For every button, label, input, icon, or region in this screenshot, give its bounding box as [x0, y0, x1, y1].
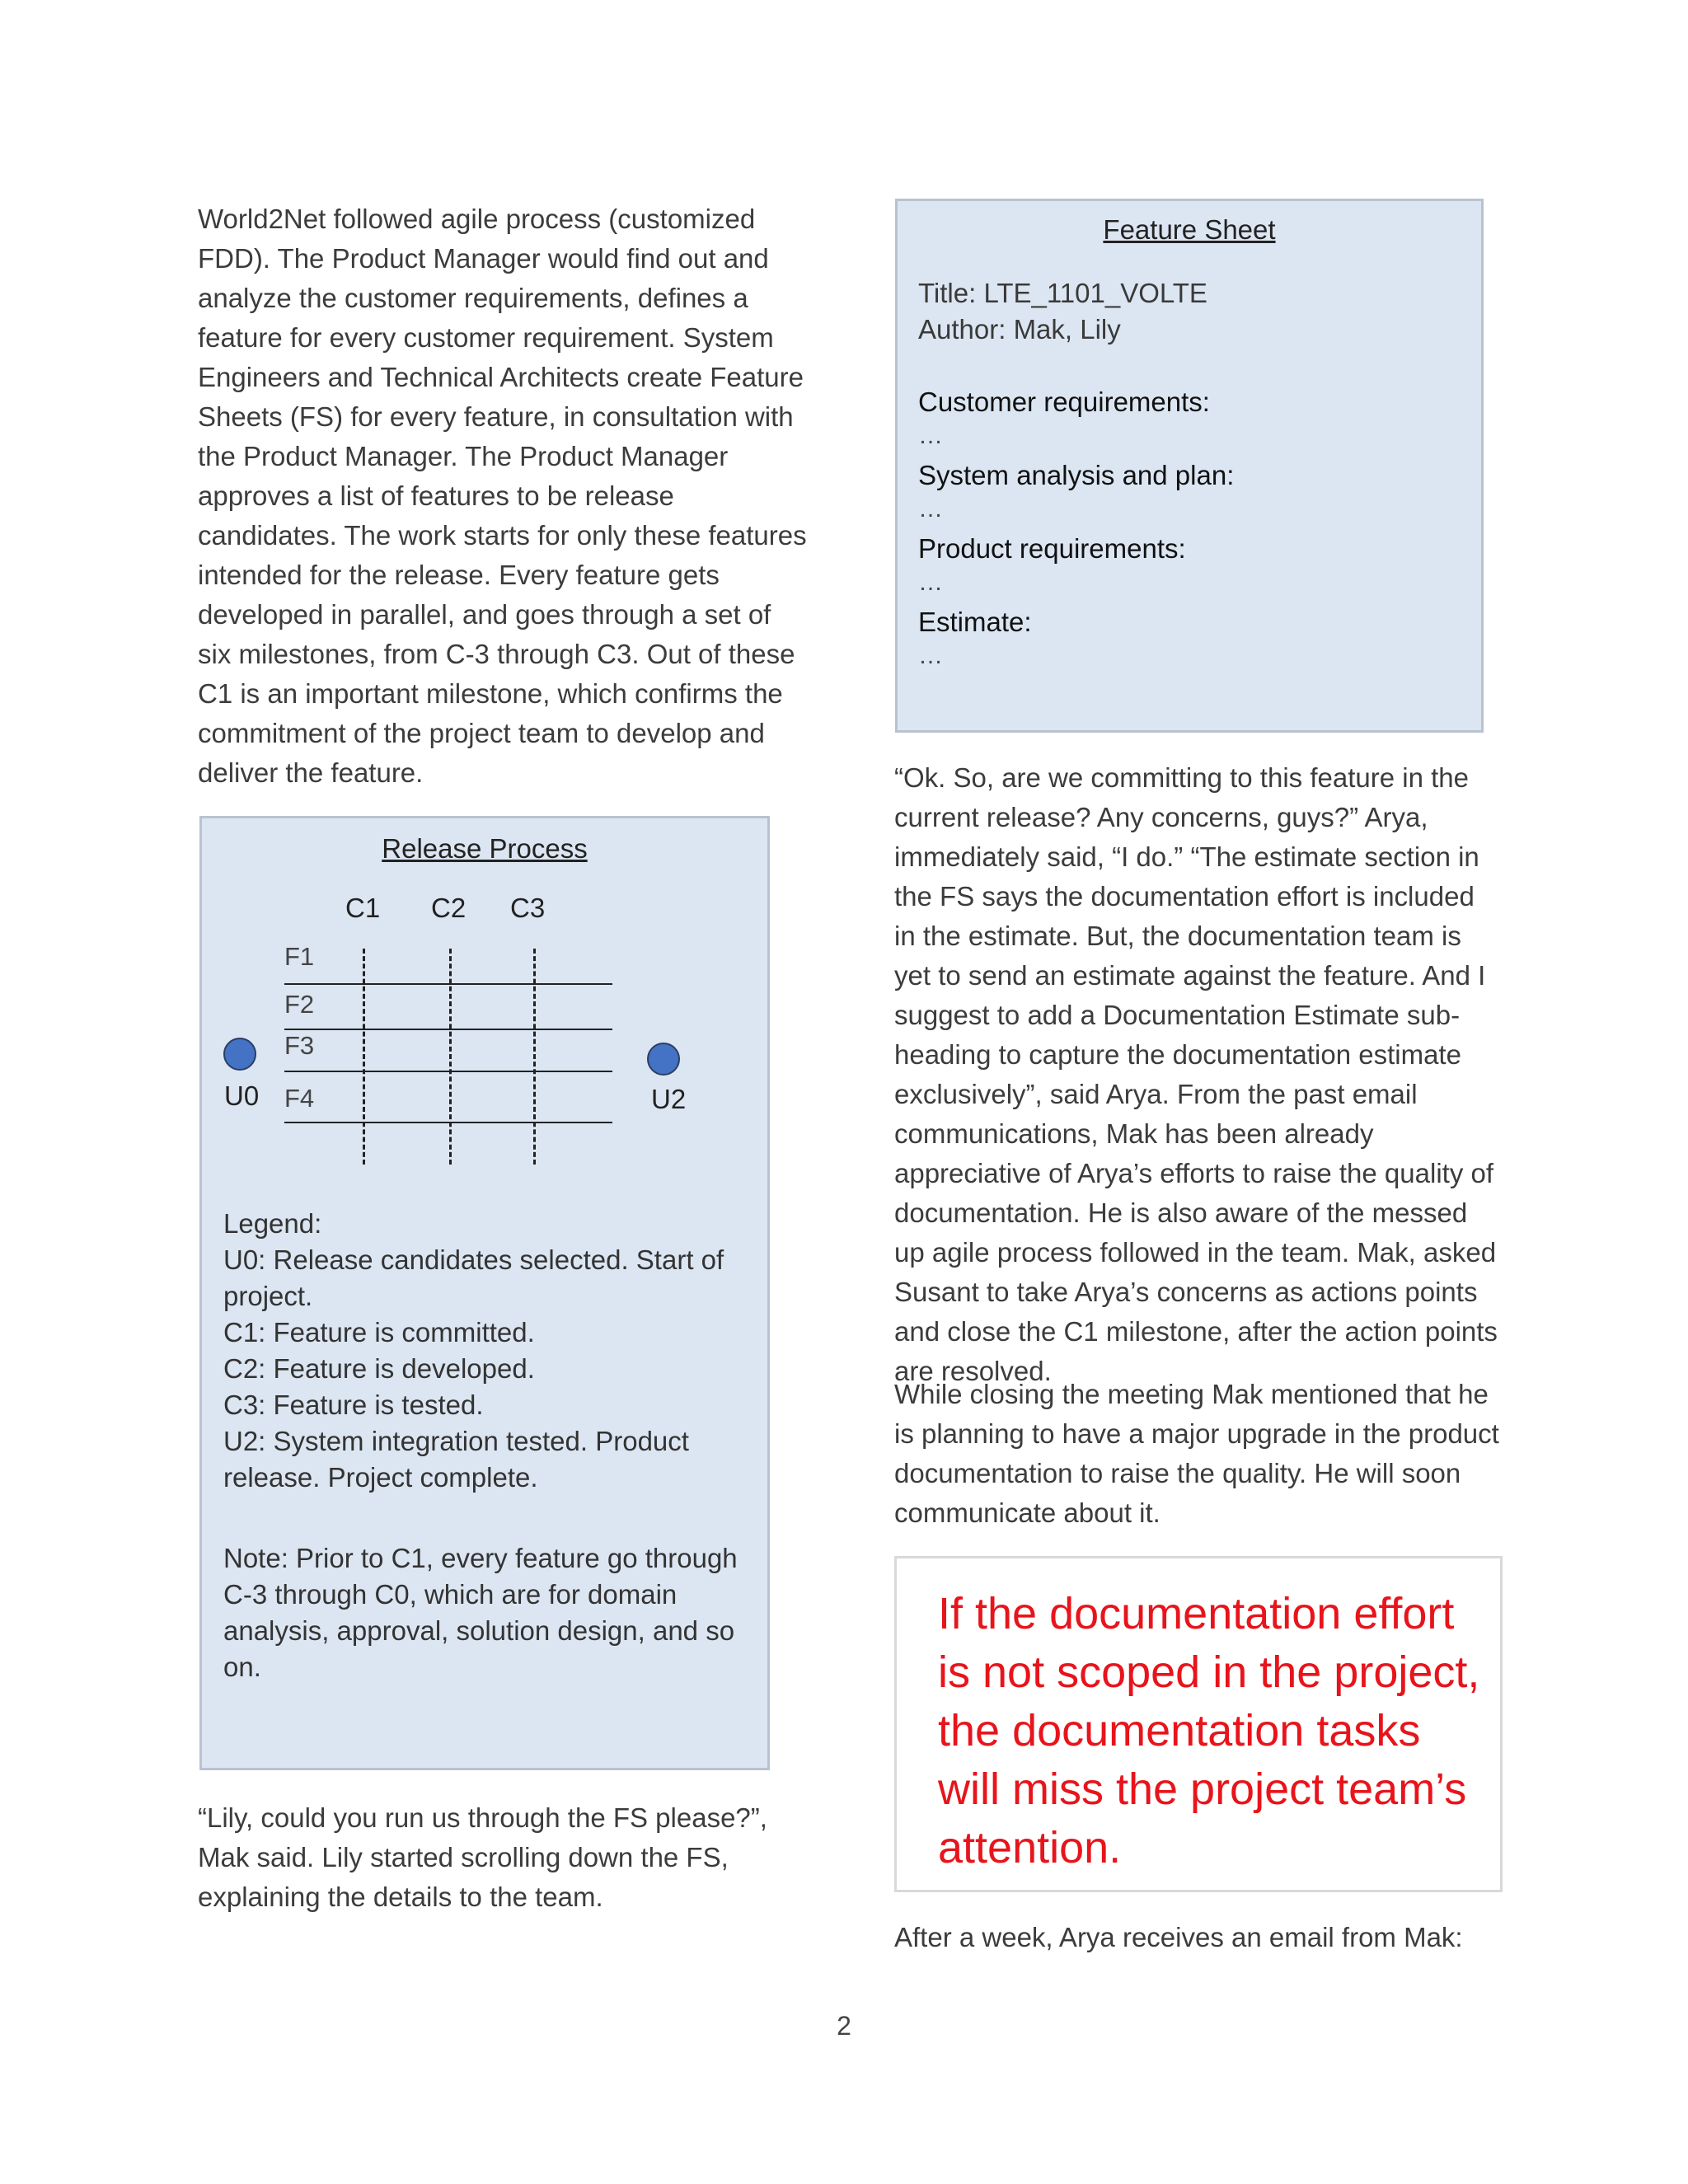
closing-paragraph: While closing the meeting Mak mentioned that he is planning to have a major upgrade in the product documentation to raise the quality. He will soon communicate about it. [894, 1379, 1499, 1528]
feature-sheet-title-line: Title: LTE_1101_VOLTE [918, 278, 1207, 308]
feature-label-f2: F2 [284, 990, 315, 1019]
feature-line-f2 [284, 1029, 612, 1030]
release-note: Note: Prior to C1, every feature go through C-3 through C0, which are for domain analysis, approval, solution design, and so on. [223, 1543, 738, 1682]
milestone-line-c3 [533, 949, 536, 1165]
feature-label-f3: F3 [284, 1031, 315, 1060]
feature-sheet-box [895, 199, 1484, 733]
feature-label-f1: F1 [284, 942, 315, 971]
end-node-u2 [647, 1043, 680, 1076]
start-node-u0 [223, 1038, 256, 1071]
fs-heading-customer-requirements: Customer requirements: [918, 387, 1210, 417]
release-process-box [199, 816, 770, 1770]
start-node-label: U0 [224, 1080, 260, 1111]
feature-sheet-author-line: Author: Mak, Lily [918, 314, 1121, 344]
legend-item-c3: C3: Feature is tested. [223, 1390, 484, 1420]
legend-item-c1: C1: Feature is committed. [223, 1317, 535, 1347]
intro-paragraph: World2Net followed agile process (customized FDD). The Product Manager would find out and analyze the customer requirements, defines a feature for every customer requirement. System Engineers and Technical Architects create Feature Sheets (FS) for every feature, in consultation with the Product Manager. The Product Manager approves a list of features to be release candidates. The work starts for only these features intended for the release. Every feature gets developed in parallel, and goes through a set of six milestones, from C-3 through C3. Out of these C1 is an important milestone, which confirms the commitment of the project team to develop and deliver the feature. [198, 204, 807, 788]
fs-heading-estimate: Estimate: [918, 607, 1032, 637]
fs-heading-system-analysis: System analysis and plan: [918, 460, 1235, 490]
feature-label-f4: F4 [284, 1084, 315, 1113]
end-node-label: U2 [651, 1084, 687, 1114]
fs-body-product-requirements: … [918, 569, 943, 596]
legend-item-c2: C2: Feature is developed. [223, 1353, 535, 1384]
milestone-label-c1: C1 [345, 893, 381, 923]
feature-line-f3 [284, 1071, 612, 1072]
legend-item-u2: U2: System integration tested. Product release. Project complete. [223, 1426, 689, 1493]
fs-heading-product-requirements: Product requirements: [918, 533, 1186, 564]
fs-body-estimate: … [918, 642, 943, 669]
legend-item-u0: U0: Release candidates selected. Start of project. [223, 1244, 724, 1311]
fs-body-system-analysis: … [918, 495, 943, 523]
callout-text: If the documentation effort is not scoped in the project, the documentation tasks will miss the project team’s attention. [938, 1589, 1480, 1872]
milestone-label-c3: C3 [510, 893, 546, 923]
week-paragraph: After a week, Arya receives an email from Mak: [894, 1922, 1463, 1952]
ok-paragraph: “Ok. So, are we committing to this feature in the current release? Any concerns, guys?” Arya, immediately said, “I do.” “The estimate section in the FS says the documentation effort is included in the estimate. But, the documentation team is yet to send an estimate against the feature. And I suggest to add a Documentation Estimate sub-heading to capture the documentation estimate exclusively”, said Arya. From the past email communications, Mak has been already appreciative of Arya’s efforts to raise the quality of documentation. He is also aware of the messed up agile process followed in the team. Mak, asked Susant to take Arya’s concerns as actions points and close the C1 milestone, after the action points are resolved. [894, 762, 1498, 1386]
milestone-label-c2: C2 [431, 893, 467, 923]
legend-title: Legend: [223, 1208, 322, 1239]
fs-body-customer-requirements: … [918, 422, 943, 449]
legend [223, 1206, 759, 1496]
milestone-line-c2 [449, 949, 452, 1165]
callout-box [894, 1556, 1503, 1892]
lily-paragraph: “Lily, could you run us through the FS please?”, Mak said. Lily started scrolling down the FS, explaining the details to the team. [198, 1802, 767, 1912]
milestone-line-c1 [363, 949, 365, 1165]
release-process-title: Release Process [382, 833, 588, 864]
feature-line-f4 [284, 1122, 612, 1123]
page-number: 2 [837, 2011, 851, 2041]
feature-line-f1 [284, 983, 612, 985]
feature-sheet-title: Feature Sheet [1103, 214, 1276, 245]
